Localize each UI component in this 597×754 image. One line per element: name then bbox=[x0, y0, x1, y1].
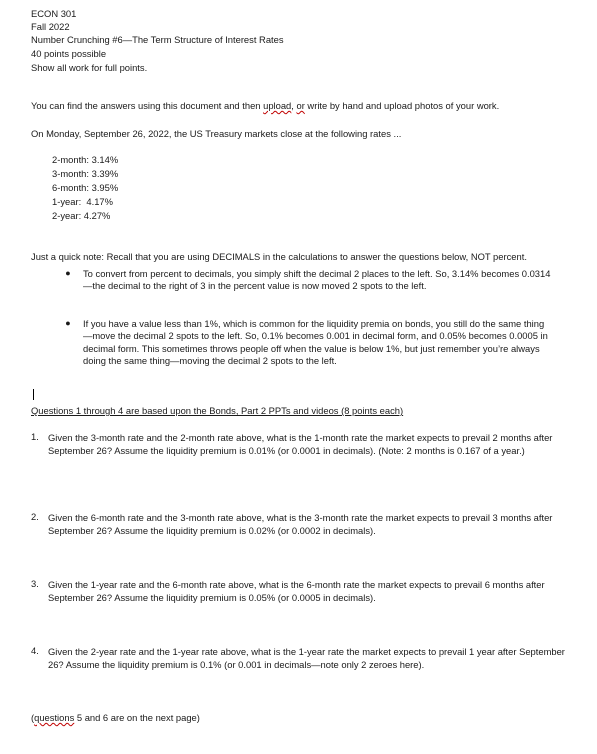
term: Fall 2022 bbox=[31, 21, 70, 32]
rate-2-year: 2-year: 4.27% bbox=[52, 210, 111, 221]
upload-instruction-pre: You can find the answers using this document and then bbox=[31, 100, 264, 111]
next-page-note bbox=[31, 712, 200, 723]
question-number: 3. bbox=[31, 578, 39, 589]
footer-paren: ( bbox=[31, 712, 35, 723]
upload-word: upload bbox=[263, 100, 292, 111]
points-possible: 40 points possible bbox=[31, 48, 107, 59]
course-code: ECON 301 bbox=[31, 8, 77, 19]
section-heading: Questions 1 through 4 are based upon the Bonds, Part 2 PPTs and videos (8 points each) bbox=[31, 405, 404, 416]
question-text: Given the 3-month rate and the 2-month rate above, what is the 1-month rate the market expects to prevail 2 months after September 26? Assume the liquidity premium is 0.01% (or 0.0001 in decimals). (Note: 2 months is 0.167 of a year.) bbox=[48, 432, 553, 456]
question-text: Given the 1-year rate and the 6-month rate above, what is the 6-month rate the market expects to prevail 6 months after September 26? Assume the liquidity premium is 0.05% (or 0.0005 in decimals). bbox=[48, 579, 545, 603]
question-text: Given the 2-year rate and the 1-year rate above, what is the 1-year rate the market expects to prevail 1 year after September 26? Assume the liquidity premium is 0.1% (or 0.001 in decimals—note only 2 zeroes here). bbox=[48, 646, 565, 670]
footer-questions-word: questions bbox=[34, 712, 75, 723]
question-number: 1. bbox=[31, 431, 39, 442]
instructions: Show all work for full points. bbox=[31, 62, 148, 73]
question-text: Given the 6-month rate and the 3-month rate above, what is the 3-month rate the market expects to prevail 3 months after September 26? Assume the liquidity premium is 0.02% (or 0.0002 in decimals). bbox=[48, 512, 553, 536]
or-word: or bbox=[296, 100, 305, 111]
upload-comma: , bbox=[291, 100, 297, 111]
question-number: 2. bbox=[31, 511, 39, 522]
upload-instruction bbox=[31, 100, 499, 111]
rate-3-month: 3-month: 3.39% bbox=[52, 168, 119, 179]
bullet-item: If you have a value less than 1%, which is common for the liquidity premia on bonds, you still do the same thing—move the decimal 2 spots to the left. So, 0.1% becomes 0.001 in decimal form, and 0.05% becomes 0.0005 in decimal form. This sometimes throws people off when the value is below 1%, but just remember you’re always doing the same thing—moving the decimal 2 spots to the left. bbox=[83, 318, 548, 366]
rate-1-year: 1-year: 4.17% bbox=[52, 196, 113, 207]
rate-2-month: 2-month: 3.14% bbox=[52, 154, 119, 165]
bullet-dot: ● bbox=[65, 318, 71, 328]
upload-instruction-post: write by hand and upload photos of your work. bbox=[304, 100, 500, 111]
rate-6-month: 6-month: 3.95% bbox=[52, 182, 119, 193]
text-cursor bbox=[33, 389, 34, 400]
footer-rest: 5 and 6 are on the next page) bbox=[74, 712, 200, 723]
decimal-note: Just a quick note: Recall that you are using DECIMALS in the calculations to answer the questions below, NOT percent. bbox=[31, 251, 527, 262]
bullet-item: To convert from percent to decimals, you simply shift the decimal 2 places to the left. So, 3.14% becomes 0.0314—the decimal to the right of 3 in the percent value is now moved 2 spots to the left. bbox=[83, 268, 551, 292]
bullet-dot: ● bbox=[65, 268, 71, 278]
market-intro: On Monday, September 26, 2022, the US Treasury markets close at the following rates ... bbox=[31, 128, 402, 139]
assignment-title: Number Crunching #6—The Term Structure of Interest Rates bbox=[31, 34, 284, 45]
question-number: 4. bbox=[31, 645, 39, 656]
